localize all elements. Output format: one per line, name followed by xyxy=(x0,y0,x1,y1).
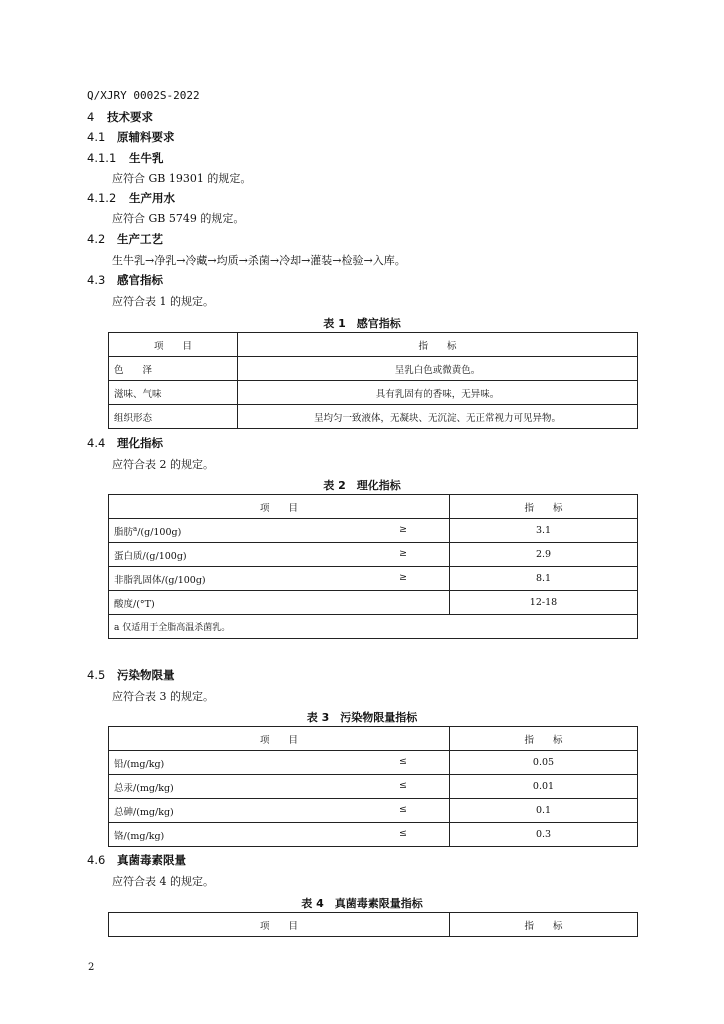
table-row xyxy=(109,357,638,381)
cell-value: 0.1 xyxy=(450,799,638,823)
comparison-symbol: ≥ xyxy=(399,571,407,583)
table-row xyxy=(109,543,638,567)
section-4-2-heading xyxy=(87,231,163,247)
cell-item xyxy=(109,567,450,591)
cell-item xyxy=(109,543,450,567)
table-footnote: a 仅适用于全脂高温杀菌乳。 xyxy=(109,615,638,639)
section-number: 4.1.1 xyxy=(87,151,117,165)
table-row xyxy=(109,823,638,847)
section-number: 4.2 xyxy=(87,232,106,246)
table-row xyxy=(109,799,638,823)
section-4-1-2-text: 应符合 GB 5749 的规定。 xyxy=(112,212,245,225)
item-name: 铅/(mg/kg) xyxy=(114,758,165,770)
table-header-row xyxy=(109,495,638,519)
cell-value: 0.3 xyxy=(450,823,638,847)
cell-item xyxy=(109,775,450,799)
section-title: 生产工艺 xyxy=(117,232,163,246)
footnote-mark: a xyxy=(133,524,138,533)
comparison-symbol: ≤ xyxy=(399,827,407,839)
item-name: 非脂乳固体/(g/100g) xyxy=(114,574,206,586)
item-name: 总汞/(mg/kg) xyxy=(114,782,174,794)
table-footnote-row xyxy=(109,615,638,639)
comparison-symbol: ≥ xyxy=(399,547,407,559)
section-title: 理化指标 xyxy=(117,436,163,450)
section-4-1-1-text: 应符合 GB 19301 的规定。 xyxy=(112,172,252,185)
section-number: 4.1.2 xyxy=(87,191,117,205)
header-cell-item: 项 目 xyxy=(109,727,450,751)
table-row xyxy=(109,567,638,591)
table-header-row xyxy=(109,913,638,937)
cell-item xyxy=(109,751,450,775)
section-4-1-heading xyxy=(87,129,175,145)
item-name: 脂肪 xyxy=(114,526,134,538)
cell-value: 呈乳白色或微黄色。 xyxy=(238,357,638,381)
comparison-symbol: ≤ xyxy=(399,779,407,791)
item-name: 酸度/(°T) xyxy=(114,598,155,610)
table-row xyxy=(109,405,638,429)
section-title: 真菌毒素限量 xyxy=(117,853,186,867)
cell-item xyxy=(109,823,450,847)
cell-value: 8.1 xyxy=(450,567,638,591)
section-number: 4.3 xyxy=(87,273,106,287)
comparison-symbol: ≤ xyxy=(399,803,407,815)
cell-value: 呈均匀一致液体，无凝块、无沉淀、无正常视力可见异物。 xyxy=(238,405,638,429)
cell-item xyxy=(109,799,450,823)
table-row xyxy=(109,591,638,615)
table-2-caption: 表 2 理化指标 xyxy=(323,479,401,492)
table-1 xyxy=(108,332,638,429)
header-cell-value: 指 标 xyxy=(238,333,638,357)
cell-value: 12-18 xyxy=(450,591,638,615)
table-4-caption: 表 4 真菌毒素限量指标 xyxy=(301,897,423,910)
comparison-symbol: ≤ xyxy=(399,755,407,767)
cell-item: 组织形态 xyxy=(109,405,238,429)
table-header-row xyxy=(109,727,638,751)
header-cell-value: 指 标 xyxy=(450,727,638,751)
section-4-1-2-heading xyxy=(87,190,175,206)
section-title: 生牛乳 xyxy=(129,151,164,165)
table-3 xyxy=(108,726,638,847)
section-number: 4 xyxy=(87,110,95,124)
section-number: 4.4 xyxy=(87,436,106,450)
section-number: 4.5 xyxy=(87,668,106,682)
page-number: 2 xyxy=(88,962,95,973)
table-row xyxy=(109,775,638,799)
section-4-3-heading xyxy=(87,272,163,288)
header-cell-item: 项 目 xyxy=(109,913,450,937)
section-4-6-text: 应符合表 4 的规定。 xyxy=(112,875,214,888)
cell-value: 具有乳固有的香味，无异味。 xyxy=(238,381,638,405)
section-4-1-1-heading xyxy=(87,150,164,166)
section-4-4-text: 应符合表 2 的规定。 xyxy=(112,458,214,471)
item-name: 蛋白质/(g/100g) xyxy=(114,550,187,562)
table-header-row xyxy=(109,333,638,357)
cell-value: 0.01 xyxy=(450,775,638,799)
cell-item xyxy=(109,519,450,543)
comparison-symbol: ≥ xyxy=(399,523,407,535)
cell-item xyxy=(109,591,450,615)
item-name: 总砷/(mg/kg) xyxy=(114,806,174,818)
section-4-5-heading xyxy=(87,667,175,683)
table-3-caption: 表 3 污染物限量指标 xyxy=(306,711,418,724)
section-number: 4.1 xyxy=(87,130,106,144)
header-cell-value: 指 标 xyxy=(450,495,638,519)
cell-value: 2.9 xyxy=(450,543,638,567)
section-4-heading xyxy=(87,109,153,125)
section-number: 4.6 xyxy=(87,853,106,867)
section-4-3-text: 应符合表 1 的规定。 xyxy=(112,295,214,308)
section-4-6-heading xyxy=(87,852,186,868)
section-title: 感官指标 xyxy=(117,273,163,287)
table-2 xyxy=(108,494,638,639)
cell-value: 0.05 xyxy=(450,751,638,775)
section-4-2-text: 生牛乳→净乳→冷藏→均质→杀菌→冷却→灌装→检验→入库。 xyxy=(112,254,406,267)
section-title: 技术要求 xyxy=(107,110,153,124)
header-cell-value: 指 标 xyxy=(450,913,638,937)
item-unit: /(g/100g) xyxy=(137,526,182,538)
table-4 xyxy=(108,912,638,937)
header-cell-item: 项 目 xyxy=(109,495,450,519)
section-title: 污染物限量 xyxy=(117,668,175,682)
section-4-5-text: 应符合表 3 的规定。 xyxy=(112,690,214,703)
cell-item: 滋味、气味 xyxy=(109,381,238,405)
cell-value: 3.1 xyxy=(450,519,638,543)
table-row xyxy=(109,381,638,405)
section-4-4-heading xyxy=(87,435,163,451)
item-name: 铬/(mg/kg) xyxy=(114,830,165,842)
table-row xyxy=(109,519,638,543)
section-title: 原辅料要求 xyxy=(117,130,175,144)
header-cell-item: 项 目 xyxy=(109,333,238,357)
section-title: 生产用水 xyxy=(129,191,175,205)
cell-item: 色 泽 xyxy=(109,357,238,381)
table-1-caption: 表 1 感官指标 xyxy=(323,317,401,330)
table-row xyxy=(109,751,638,775)
standard-number: Q/XJRY 0002S-2022 xyxy=(87,89,200,102)
